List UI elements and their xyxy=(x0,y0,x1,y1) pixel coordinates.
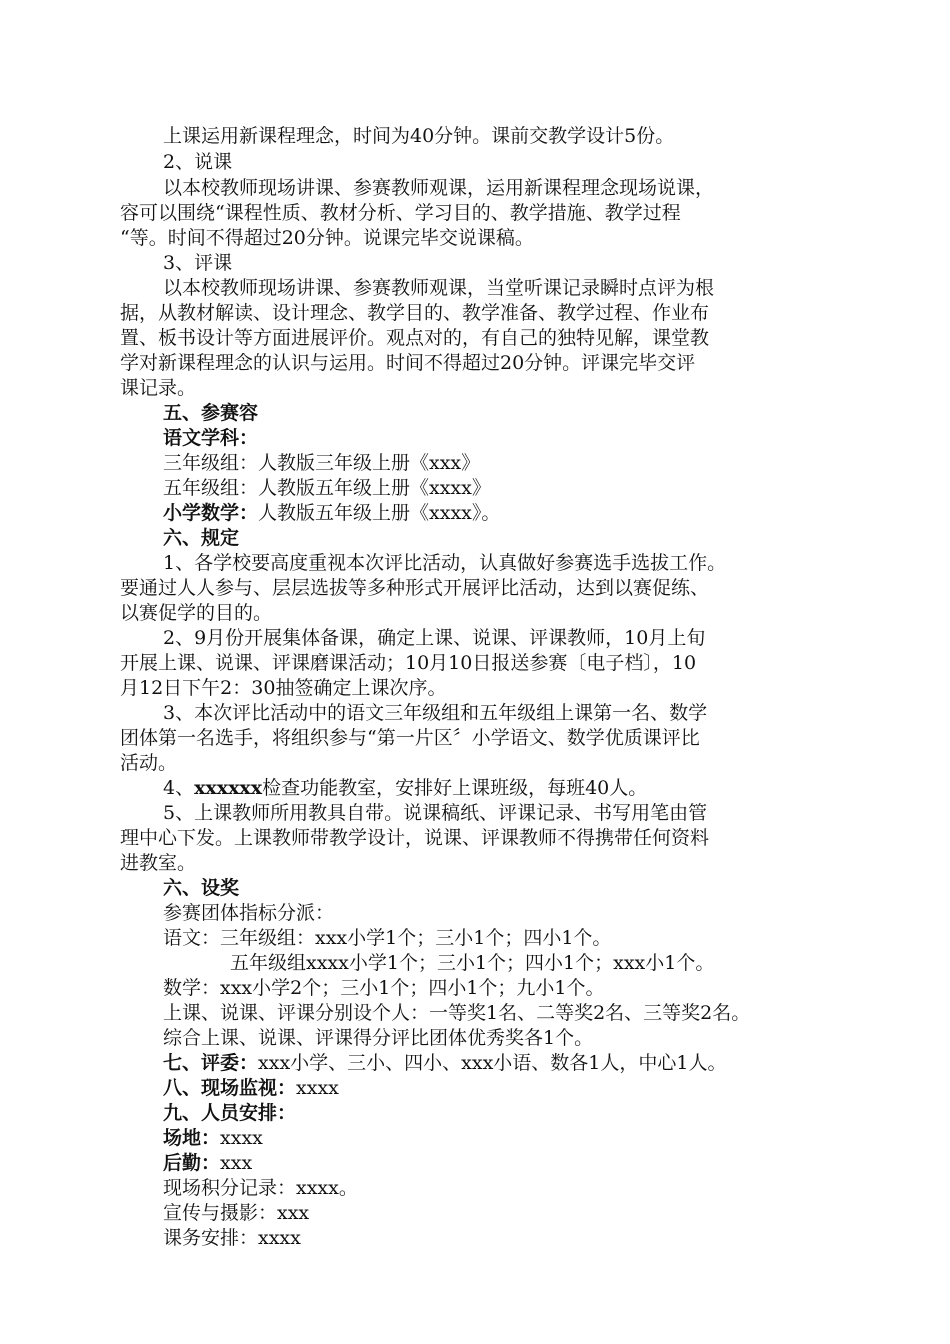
paragraph-line: 要通过人人参与、层层选拔等多种形式开展评比活动，达到以赛促练、 xyxy=(120,577,710,599)
paragraph-line: 以本校教师现场讲课、参赛教师观课，当堂听课记录瞬时点评为根 xyxy=(163,277,715,299)
supervision-content: xxxx xyxy=(296,1077,339,1099)
rule-4-text: 检查功能教室，安排好上课班级，每班40人。 xyxy=(262,777,648,799)
venue-value: xxxx xyxy=(220,1127,263,1149)
paragraph-line: 理中心下发。上课教师带教学设计，说课、评课教师不得携带任何资料 xyxy=(120,827,710,849)
award-line: 数学：xxx小学2个；三小1个；四小1个；九小1个。 xyxy=(163,977,605,999)
venue-line xyxy=(163,1126,263,1150)
paragraph-line: “等。时间不得超过20分钟。说课完毕交说课稿。 xyxy=(120,227,534,249)
paragraph-line: 月12日下午2：30抽签确定上课次序。 xyxy=(120,677,447,699)
paragraph-line: 课记录。 xyxy=(120,377,197,399)
logistics-line xyxy=(163,1151,252,1175)
paragraph-line: 以本校教师现场讲课、参赛教师观课，运用新课程理念现场说课， xyxy=(163,177,715,199)
label-math: 小学数学： xyxy=(163,502,259,524)
judges-line xyxy=(163,1051,727,1075)
paragraph-line: 5、上课教师所用教具自带。说课稿纸、评课记录、书写用笔由管 xyxy=(163,802,708,824)
section-heading-5: 五、参赛容 xyxy=(163,402,259,424)
math-content: 人教版五年级上册《xxxx》。 xyxy=(258,502,501,524)
paragraph-line: 容可以围绕“课程性质、教材分析、学习目的、教学措施、教学过程 xyxy=(120,202,681,224)
rule-4-bold-placeholder: xxxxxx xyxy=(194,777,263,799)
logistics-label: 后勤： xyxy=(163,1152,221,1174)
paragraph-line: 进教室。 xyxy=(120,852,197,874)
paragraph-line: 2、9月份开展集体备课，确定上课、说课、评课教师，10月上旬 xyxy=(163,627,706,649)
paragraph-line: 开展上课、说课、评课磨课活动；10月10日报送参赛〔电子档〕，10 xyxy=(120,652,697,674)
section-heading-6b: 六、设奖 xyxy=(163,877,240,899)
award-line: 参赛团体指标分派： xyxy=(163,902,335,924)
paragraph-line: 学对新课程理念的认识与运用。时间不得超过20分钟。评课完毕交评 xyxy=(120,352,696,374)
section-heading-7: 七、评委： xyxy=(163,1052,259,1074)
subheading-pingke: 3、评课 xyxy=(163,252,233,274)
paragraph-line: 1、各学校要高度重视本次评比活动，认真做好参赛选手选拔工作。 xyxy=(163,552,727,574)
paragraph-line: 置、板书设计等方面进展评价。观点对的，有自己的独特见解，课堂教 xyxy=(120,327,710,349)
rule-4-number: 4、 xyxy=(163,777,195,799)
supervision-line xyxy=(163,1076,339,1100)
rule-4-line xyxy=(163,776,647,800)
paragraph-line: 以赛促学的目的。 xyxy=(120,602,273,624)
paragraph-line: 上课运用新课程理念，时间为40分钟。课前交教学设计5份。 xyxy=(163,125,675,147)
grade5-content: 五年级组：人教版五年级上册《xxxx》 xyxy=(163,477,491,499)
staff-line: 课务安排：xxxx xyxy=(163,1227,301,1249)
section-heading-8: 八、现场监视： xyxy=(163,1077,297,1099)
award-line: 语文：三年级组：xxx小学1个；三小1个；四小1个。 xyxy=(163,927,612,949)
venue-label: 场地： xyxy=(163,1127,221,1149)
staff-line: 宣传与摄影：xxx xyxy=(163,1202,310,1224)
math-line xyxy=(163,501,500,525)
paragraph-line: 3、本次评比活动中的语文三年级组和五年级组上课第一名、数学 xyxy=(163,702,708,724)
grade3-content: 三年级组：人教版三年级上册《xxx》 xyxy=(163,452,481,474)
paragraph-line: 活动。 xyxy=(120,752,178,774)
paragraph-line: 据，从教材解读、设计理念、教学目的、教学准备、教学过程、作业布 xyxy=(120,302,710,324)
award-line: 上课、说课、评课分别设个人：一等奖1名、二等奖2名、三等奖2名。 xyxy=(163,1002,751,1024)
award-line: 五年级组xxxx小学1个；三小1个；四小1个；xxx小1个。 xyxy=(230,952,715,974)
label-yuwen: 语文学科： xyxy=(163,427,259,449)
subheading-shuoke: 2、说课 xyxy=(163,151,233,173)
paragraph-line: 团体第一名选手，将组织参与“第一片区〞小学语文、数学优质课评比 xyxy=(120,727,700,749)
section-heading-9: 九、人员安排： xyxy=(163,1102,297,1124)
section-heading-6: 六、规定 xyxy=(163,527,240,549)
award-line: 综合上课、说课、评课得分评比团体优秀奖各1个。 xyxy=(163,1027,594,1049)
staff-line: 现场积分记录：xxxx。 xyxy=(163,1177,358,1199)
logistics-value: xxx xyxy=(220,1152,253,1174)
judges-content: xxx小学、三小、四小、xxx小语、数各1人，中心1人。 xyxy=(258,1052,727,1074)
